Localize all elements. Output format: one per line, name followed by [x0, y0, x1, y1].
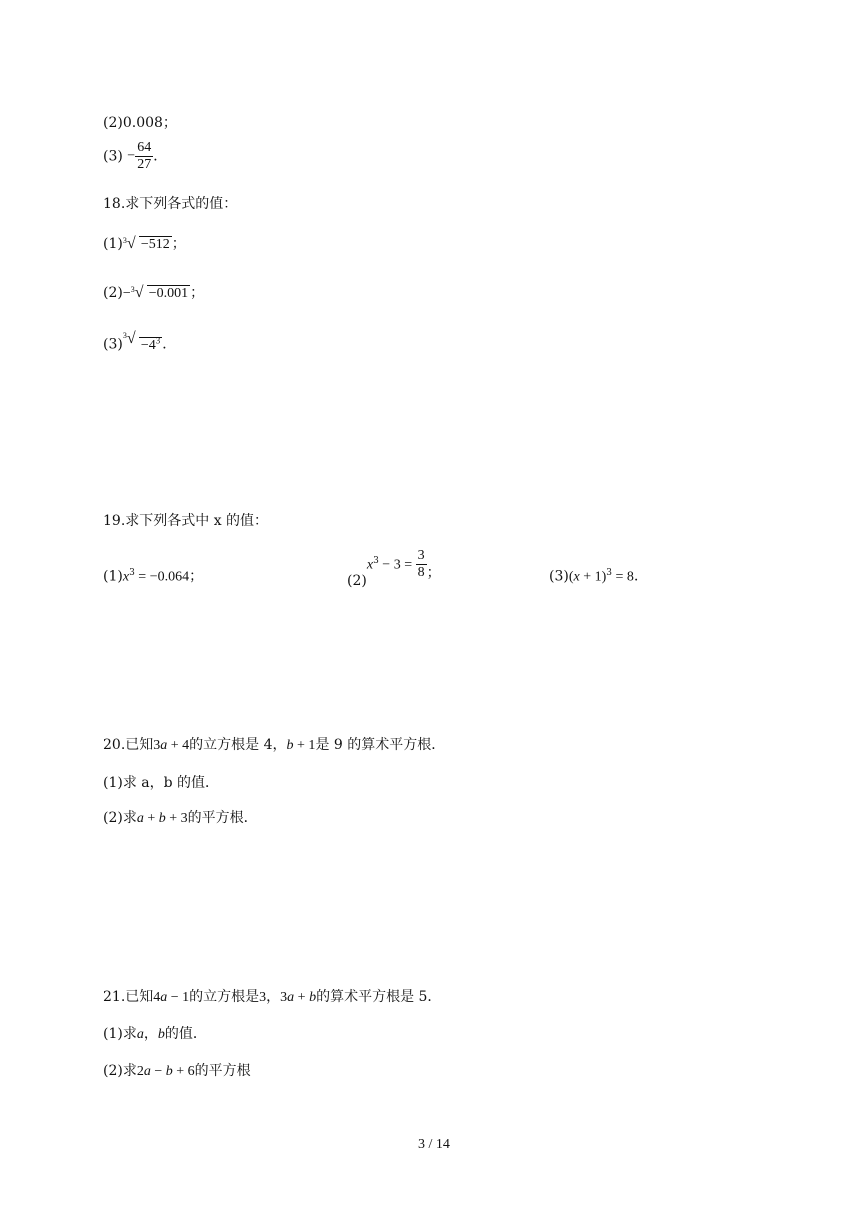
cube-root: 3 √ $-4^3$ [122, 330, 161, 353]
cube-root: 3 √ −0.001 [130, 284, 189, 301]
q19-part3: $(3)(x + 1)^3 = 8$． [549, 568, 648, 585]
q18-part3: (3) 3 √ $-4^3$ ． [103, 330, 176, 356]
q18-title: 18.求下列各式的值： [103, 196, 238, 212]
fraction: $\frac{64}{27}$ [137, 140, 152, 172]
q17-part2: (2)0.008； [103, 115, 177, 131]
q17-part3: (3) − $\frac{64}{27}$ ． [103, 140, 168, 172]
q18-part2: (2)− 3 √ −0.001 ； [103, 283, 204, 304]
q19-part1: $(1)x^3 = -0.064$； [103, 568, 204, 585]
q21-part2: (2)求2a − b + 6的平方根 [103, 1063, 251, 1079]
q18-part1: (1) 3 √ −512 ； [103, 234, 186, 255]
q19-part2: $(2)x^3 - 3$ = $\frac{3}{8}$ ； [347, 548, 441, 589]
q20-part1: (1)求 a，b 的值． [103, 775, 220, 791]
cube-root: 3 √ −512 [122, 235, 170, 252]
q19-title: 19.求下列各式中 x 的值： [103, 513, 269, 529]
q21-title: 21.已知4a − 1的立方根是3，3a + b的算术平方根是 5． [103, 989, 442, 1005]
page-number: 3 / 14 [418, 1137, 450, 1152]
q21-part1: (1)求a，b的值． [103, 1026, 207, 1042]
q20-part2: (2)求a + b + 3的平方根． [103, 810, 258, 826]
fraction: $\frac{3}{8}$ [417, 548, 425, 580]
q20-title: 20.已知3a + 4的立方根是 4，b + 1是 9 的算术平方根． [103, 737, 446, 753]
